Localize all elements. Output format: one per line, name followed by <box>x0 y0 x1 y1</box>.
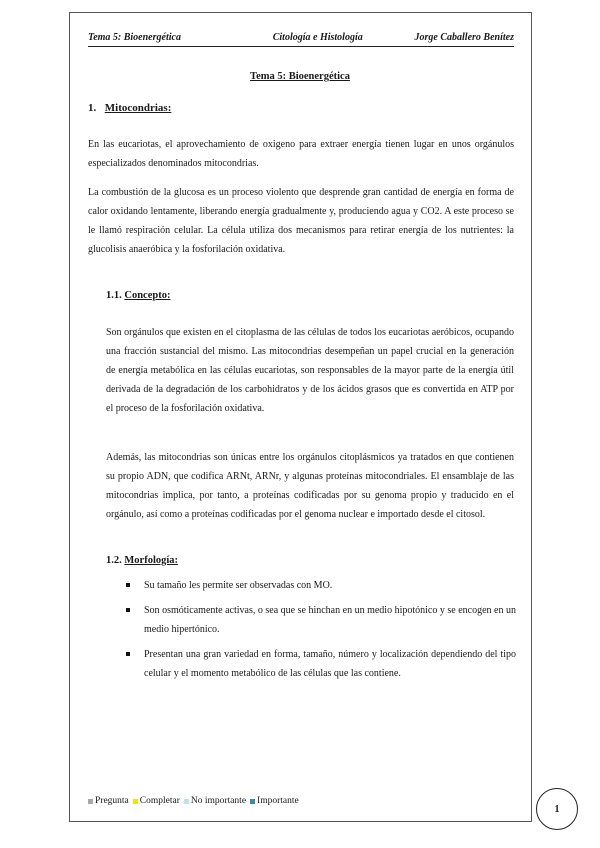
subsection-label: Concepto: <box>124 290 171 301</box>
list-item <box>126 645 516 683</box>
header-author: Jorge Caballero Benítez <box>414 32 514 43</box>
legend-swatch-icon <box>88 799 93 804</box>
subsection-label: Morfología: <box>124 555 179 566</box>
legend-swatch-icon <box>133 799 138 804</box>
list-item <box>126 576 516 595</box>
subsection-heading-morfologia <box>106 555 178 566</box>
section-heading-mitocondrias <box>88 102 171 114</box>
legend-label: Importante <box>257 796 299 806</box>
section-label: Mitocondrias: <box>104 102 172 114</box>
legend-swatch-icon <box>250 799 255 804</box>
subsection-number: 1.1. <box>106 290 122 301</box>
subsection-heading-concepto <box>106 290 170 301</box>
page-number: 1 <box>536 788 578 830</box>
legend-item <box>184 796 246 806</box>
legend-item <box>250 796 299 806</box>
morfologia-list <box>126 576 516 689</box>
list-item-text: Su tamaño les permite ser observadas con MO. <box>144 580 333 591</box>
header-subject: Citología e Histología <box>272 32 363 43</box>
list-item-text: Presentan una gran variedad en forma, tamaño, número y localización dependiendo del tipo celular y el momento metabólico de las células que las contiene. <box>144 649 516 679</box>
paragraph-concepto-1: Son orgánulos que existen en el citoplasma de las células de todos los eucariotas aeróbicos, ocupando una fracción sustancial del mismo. Las mitocondrias desempeñan un papel crucial en la generación de energía metabólica en las células eucariotas, son responsables de la mayor parte de la energía útil derivada de la degradación de los carbohidratos y de los ácidos grasos que es convertida en ATP por el proceso de la fosforilación oxidativa. <box>106 327 514 414</box>
legend-label: Completar <box>139 796 180 806</box>
paragraph-combustion: La combustión de la glucosa es un proceso violento que desprende gran cantidad de energía en forma de calor oxidando lentamente, liberando energía gradualmente y, produciendo agua y CO2. A este proceso se le llamó respiración celular. La célula utiliza dos mecanismos para retirar energía de los nutrientes: la glucolisis anaeróbica y la fosforilación oxidativa. <box>88 187 514 255</box>
bullet-icon <box>126 608 130 612</box>
paragraph-concepto-2: Además, las mitocondrias son únicas entre los orgánulos citoplásmicos ya tratados en que contienen su propio ADN, que codifica ARNt, ARNr, y algunas proteínas mitocondriales. El ensamblaje de las mitocondrias implica, por tanto, a proteínas codificadas por su genoma propio y traducido en el orgánulo, así como a proteínas codificadas por el genoma nuclear e importado desde el citosol. <box>106 452 514 520</box>
bullet-icon <box>126 652 130 656</box>
color-legend <box>88 796 299 806</box>
legend-label: Pregunta <box>95 796 129 806</box>
page-header <box>88 32 514 47</box>
paragraph-intro: En las eucariotas, el aprovechamiento de oxigeno para extraer energía tienen lugar en unos orgánulos especializados denominados mitocondrias. <box>88 139 514 169</box>
section-number: 1. <box>88 102 97 114</box>
legend-swatch-icon <box>184 799 189 804</box>
legend-label: No importante <box>190 796 247 806</box>
bullet-icon <box>126 583 130 587</box>
header-topic: Tema 5: Bioenergética <box>88 32 181 43</box>
subsection-number: 1.2. <box>106 555 122 566</box>
legend-item <box>88 796 129 806</box>
list-item-text: Son osmóticamente activas, o sea que se hinchan en un medio hipotónico y se encogen en un medio hipertónico. <box>144 605 516 635</box>
page-title: Tema 5: Bioenergética <box>250 71 350 82</box>
list-item <box>126 601 516 639</box>
legend-item <box>133 796 180 806</box>
